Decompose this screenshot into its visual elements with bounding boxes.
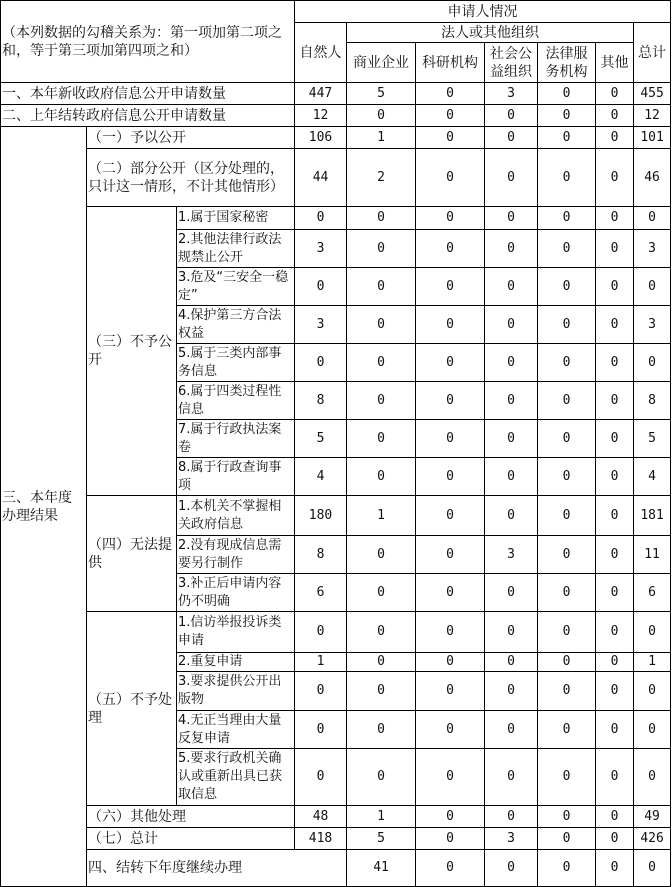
table-row bbox=[1, 149, 671, 207]
subsection-5-label: （五）不予处理 bbox=[87, 612, 177, 806]
cell: 0 bbox=[347, 344, 416, 382]
cell: 0 bbox=[416, 653, 485, 672]
cell: 0 bbox=[596, 105, 634, 127]
cell: 181 bbox=[634, 496, 671, 536]
cell: 0 bbox=[347, 306, 416, 344]
header-applicant-situation: 申请人情况 bbox=[295, 1, 671, 23]
cell: 0 bbox=[416, 127, 485, 149]
cell: 0 bbox=[416, 149, 485, 207]
header-public-welfare: 社会公益组织 bbox=[485, 43, 538, 83]
header-commercial: 商业企业 bbox=[347, 43, 416, 83]
table-row bbox=[1, 496, 671, 536]
cell: 4 bbox=[295, 458, 347, 496]
cell: 0 bbox=[347, 574, 416, 612]
cell: 0 bbox=[485, 420, 538, 458]
cell: 0 bbox=[596, 828, 634, 850]
subsection-3-label: （三）不予公开 bbox=[87, 207, 177, 496]
cell: 0 bbox=[416, 711, 485, 749]
cell: 0 bbox=[538, 458, 596, 496]
cell: 0 bbox=[416, 268, 485, 306]
cell: 0 bbox=[295, 749, 347, 806]
cell: 0 bbox=[634, 672, 671, 711]
cell: 0 bbox=[634, 850, 671, 887]
cell: 0 bbox=[538, 149, 596, 207]
table-row bbox=[1, 105, 671, 127]
cell: 0 bbox=[416, 306, 485, 344]
cell: 0 bbox=[538, 207, 596, 230]
cell: 2 bbox=[347, 149, 416, 207]
table-row bbox=[1, 806, 671, 828]
cell: 1 bbox=[634, 653, 671, 672]
cell: 1 bbox=[295, 653, 347, 672]
cell: 0 bbox=[485, 344, 538, 382]
row-label: （一）予以公开 bbox=[87, 127, 295, 149]
cell: 0 bbox=[485, 749, 538, 806]
cell: 0 bbox=[634, 612, 671, 653]
cell: 3 bbox=[295, 230, 347, 268]
table-row bbox=[1, 207, 671, 230]
cell: 0 bbox=[538, 806, 596, 828]
cell: 0 bbox=[538, 127, 596, 149]
cell: 0 bbox=[416, 83, 485, 105]
row-label: 3.危及“三安全一稳定” bbox=[177, 268, 295, 306]
cell: 0 bbox=[416, 207, 485, 230]
cell: 8 bbox=[295, 536, 347, 574]
cell: 0 bbox=[485, 382, 538, 420]
row-label: 7.属于行政执法案卷 bbox=[177, 420, 295, 458]
cell: 0 bbox=[596, 230, 634, 268]
cell: 0 bbox=[596, 149, 634, 207]
cell: 0 bbox=[347, 268, 416, 306]
cell: 0 bbox=[347, 711, 416, 749]
cell: 0 bbox=[596, 496, 634, 536]
cell: 106 bbox=[295, 127, 347, 149]
cell: 0 bbox=[347, 536, 416, 574]
cell: 0 bbox=[416, 420, 485, 458]
cell: 41 bbox=[347, 850, 416, 887]
cell: 0 bbox=[538, 828, 596, 850]
cell: 0 bbox=[538, 574, 596, 612]
cell: 3 bbox=[295, 306, 347, 344]
cell: 0 bbox=[596, 536, 634, 574]
cell: 455 bbox=[634, 83, 671, 105]
row-label: 4.无正当理由大量反复申请 bbox=[177, 711, 295, 749]
row-label: 1.属于国家秘密 bbox=[177, 207, 295, 230]
cell: 0 bbox=[538, 230, 596, 268]
cell: 0 bbox=[596, 806, 634, 828]
cell: 0 bbox=[538, 496, 596, 536]
row-label: 8.属于行政查询事项 bbox=[177, 458, 295, 496]
cell: 180 bbox=[295, 496, 347, 536]
cell: 0 bbox=[596, 850, 634, 887]
cell: 12 bbox=[295, 105, 347, 127]
header-row-1 bbox=[1, 1, 671, 23]
row-label: 5.要求行政机关确认或重新出具已获取信息 bbox=[177, 749, 295, 806]
cell: 0 bbox=[538, 306, 596, 344]
cell: 0 bbox=[485, 230, 538, 268]
cell: 0 bbox=[538, 420, 596, 458]
cell: 0 bbox=[416, 806, 485, 828]
cell: 0 bbox=[485, 105, 538, 127]
cell: 0 bbox=[416, 458, 485, 496]
cell: 0 bbox=[634, 711, 671, 749]
cell: 0 bbox=[538, 382, 596, 420]
row-label: 2.没有现成信息需要另行制作 bbox=[177, 536, 295, 574]
row-label: 1.本机关不掌握相关政府信息 bbox=[177, 496, 295, 536]
cell: 0 bbox=[347, 420, 416, 458]
row-label: （七）总计 bbox=[87, 828, 295, 850]
cell: 0 bbox=[596, 127, 634, 149]
section-3-label: 三、本年度办理结果 bbox=[1, 127, 87, 887]
cell: 0 bbox=[347, 382, 416, 420]
cell: 0 bbox=[416, 574, 485, 612]
cell: 0 bbox=[538, 672, 596, 711]
cell: 44 bbox=[295, 149, 347, 207]
cell: 0 bbox=[416, 105, 485, 127]
cell: 0 bbox=[596, 458, 634, 496]
cell: 3 bbox=[485, 83, 538, 105]
row-label: 4.保护第三方合法权益 bbox=[177, 306, 295, 344]
cell: 0 bbox=[485, 149, 538, 207]
cell: 0 bbox=[416, 496, 485, 536]
cell: 5 bbox=[295, 420, 347, 458]
row-label: 5.属于三类内部事务信息 bbox=[177, 344, 295, 382]
row-label: （二）部分公开（区分处理的，只计这一情形，不计其他情形） bbox=[87, 149, 295, 207]
row-label: 3.要求提供公开出版物 bbox=[177, 672, 295, 711]
cell: 0 bbox=[485, 458, 538, 496]
cell: 0 bbox=[596, 711, 634, 749]
table-row bbox=[1, 828, 671, 850]
cell: 0 bbox=[485, 306, 538, 344]
cell: 0 bbox=[347, 749, 416, 806]
cell: 0 bbox=[416, 536, 485, 574]
row-label: 1.信访举报投诉类申请 bbox=[177, 612, 295, 653]
cell: 0 bbox=[596, 382, 634, 420]
cell: 0 bbox=[596, 672, 634, 711]
cell: 0 bbox=[596, 612, 634, 653]
row-label: 3.补正后申请内容仍不明确 bbox=[177, 574, 295, 612]
row-label: 四、结转下年度继续办理 bbox=[87, 850, 347, 887]
cell: 0 bbox=[347, 653, 416, 672]
cell: 0 bbox=[538, 344, 596, 382]
cell: 0 bbox=[596, 268, 634, 306]
cell: 0 bbox=[295, 344, 347, 382]
cell: 0 bbox=[416, 850, 485, 887]
cell: 418 bbox=[295, 828, 347, 850]
cell: 0 bbox=[538, 711, 596, 749]
cell: 0 bbox=[538, 749, 596, 806]
row-label: 6.属于四类过程性信息 bbox=[177, 382, 295, 420]
cell: 5 bbox=[347, 83, 416, 105]
cell: 0 bbox=[538, 612, 596, 653]
cell: 0 bbox=[347, 672, 416, 711]
cell: 0 bbox=[596, 574, 634, 612]
cell: 0 bbox=[634, 749, 671, 806]
cell: 0 bbox=[634, 268, 671, 306]
cell: 0 bbox=[347, 207, 416, 230]
cell: 0 bbox=[416, 230, 485, 268]
cell: 447 bbox=[295, 83, 347, 105]
cell: 0 bbox=[596, 207, 634, 230]
cell: 0 bbox=[596, 83, 634, 105]
cell: 0 bbox=[538, 83, 596, 105]
cell: 0 bbox=[416, 828, 485, 850]
cell: 0 bbox=[416, 344, 485, 382]
header-research: 科研机构 bbox=[416, 43, 485, 83]
cell: 8 bbox=[634, 382, 671, 420]
header-natural-person: 自然人 bbox=[295, 23, 347, 83]
cell: 0 bbox=[347, 458, 416, 496]
table-row bbox=[1, 83, 671, 105]
cell: 0 bbox=[485, 850, 538, 887]
header-note: （本列数据的勾稽关系为：第一项加第二项之和，等于第三项加第四项之和） bbox=[1, 1, 295, 83]
cell: 0 bbox=[596, 344, 634, 382]
cell: 0 bbox=[485, 496, 538, 536]
cell: 3 bbox=[485, 536, 538, 574]
header-legal-service: 法律服务机构 bbox=[538, 43, 596, 83]
cell: 0 bbox=[485, 711, 538, 749]
cell: 0 bbox=[485, 653, 538, 672]
cell: 0 bbox=[596, 653, 634, 672]
cell: 0 bbox=[416, 612, 485, 653]
cell: 101 bbox=[634, 127, 671, 149]
subsection-4-label: （四）无法提供 bbox=[87, 496, 177, 612]
cell: 4 bbox=[634, 458, 671, 496]
cell: 11 bbox=[634, 536, 671, 574]
cell: 3 bbox=[634, 306, 671, 344]
cell: 0 bbox=[485, 127, 538, 149]
row-label: 二、上年结转政府信息公开申请数量 bbox=[1, 105, 295, 127]
row-label: 2.重复申请 bbox=[177, 653, 295, 672]
cell: 0 bbox=[485, 612, 538, 653]
header-total: 总计 bbox=[634, 23, 671, 83]
row-label: （六）其他处理 bbox=[87, 806, 295, 828]
cell: 46 bbox=[634, 149, 671, 207]
cell: 5 bbox=[347, 828, 416, 850]
cell: 8 bbox=[295, 382, 347, 420]
cell: 1 bbox=[347, 127, 416, 149]
cell: 426 bbox=[634, 828, 671, 850]
cell: 0 bbox=[538, 105, 596, 127]
header-other: 其他 bbox=[596, 43, 634, 83]
cell: 0 bbox=[416, 749, 485, 806]
cell: 0 bbox=[538, 653, 596, 672]
cell: 0 bbox=[416, 382, 485, 420]
cell: 0 bbox=[295, 268, 347, 306]
cell: 0 bbox=[485, 806, 538, 828]
table-row bbox=[1, 850, 671, 887]
cell: 0 bbox=[538, 536, 596, 574]
cell: 0 bbox=[596, 749, 634, 806]
cell: 3 bbox=[485, 828, 538, 850]
cell: 0 bbox=[485, 207, 538, 230]
cell: 0 bbox=[347, 612, 416, 653]
cell: 6 bbox=[295, 574, 347, 612]
cell: 0 bbox=[347, 230, 416, 268]
cell: 1 bbox=[347, 496, 416, 536]
cell: 0 bbox=[416, 672, 485, 711]
cell: 0 bbox=[596, 420, 634, 458]
cell: 48 bbox=[295, 806, 347, 828]
cell: 0 bbox=[538, 268, 596, 306]
header-legal-org-group: 法人或其他组织 bbox=[347, 23, 634, 43]
cell: 6 bbox=[634, 574, 671, 612]
cell: 0 bbox=[634, 344, 671, 382]
cell: 0 bbox=[485, 574, 538, 612]
cell: 0 bbox=[538, 850, 596, 887]
table-row bbox=[1, 612, 671, 653]
cell: 0 bbox=[634, 207, 671, 230]
cell: 1 bbox=[347, 806, 416, 828]
cell: 0 bbox=[295, 207, 347, 230]
row-label: 2.其他法律行政法规禁止公开 bbox=[177, 230, 295, 268]
cell: 0 bbox=[485, 672, 538, 711]
cell: 5 bbox=[634, 420, 671, 458]
cell: 0 bbox=[347, 105, 416, 127]
cell: 0 bbox=[485, 268, 538, 306]
cell: 12 bbox=[634, 105, 671, 127]
table-row bbox=[1, 127, 671, 149]
cell: 0 bbox=[596, 306, 634, 344]
row-label: 一、本年新收政府信息公开申请数量 bbox=[1, 83, 295, 105]
cell: 0 bbox=[295, 672, 347, 711]
cell: 0 bbox=[295, 612, 347, 653]
cell: 49 bbox=[634, 806, 671, 828]
cell: 0 bbox=[295, 711, 347, 749]
cell: 3 bbox=[634, 230, 671, 268]
